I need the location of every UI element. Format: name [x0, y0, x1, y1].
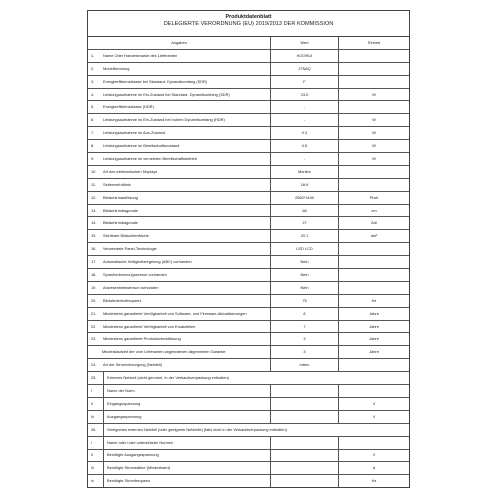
row-label-cell: [88, 411, 271, 423]
table-row: [88, 166, 409, 179]
row-unit: V: [372, 400, 376, 406]
row-label-cell: [88, 192, 271, 204]
row-label-cell: [88, 50, 271, 62]
row-label-cell: [88, 295, 271, 307]
row-number: 9.: [91, 156, 95, 161]
row-label: Sichtbare Bildschirmfläche: [103, 233, 149, 239]
table-row: [88, 140, 409, 153]
table-header-row: [88, 37, 409, 50]
row-unit: W: [372, 117, 376, 123]
row-unit: Jahre: [369, 323, 379, 329]
table-row: [88, 437, 409, 450]
row-number: 5.: [91, 104, 95, 110]
row-unit: dm²: [370, 233, 378, 239]
sheet-title: Produktdatenblatt: [225, 14, 272, 20]
row-value: Monitor: [271, 166, 339, 178]
row-label-cell: [88, 89, 271, 101]
row-unit: [339, 359, 409, 371]
row-number: ii: [88, 398, 104, 410]
row-number: i: [88, 385, 104, 397]
row-label: Leistungsaufnahme im Aus-Zustand: [103, 130, 166, 136]
row-number: iii: [88, 411, 104, 423]
table-row: [88, 217, 409, 230]
row-unit: W: [372, 143, 376, 149]
row-label-cell: [88, 359, 271, 371]
row-label-cell: [88, 437, 271, 449]
row-value: 75: [271, 295, 339, 307]
row-unit: W: [372, 130, 376, 136]
row-unit: Jahre: [369, 336, 379, 342]
row-label-cell: [88, 372, 409, 384]
row-label: Benötigte Stromstärke (Mindestwert): [107, 465, 171, 471]
product-data-sheet: [87, 10, 410, 488]
table-row: [88, 475, 409, 487]
row-label: Bildschirmdiagonale: [103, 220, 138, 226]
sheet-header: [88, 11, 409, 37]
table-row: [88, 179, 409, 192]
table-row: [88, 346, 409, 359]
row-value: Nein: [271, 256, 339, 268]
table-row: [88, 450, 409, 463]
row-value: 0.5: [271, 140, 339, 152]
row-unit: Jahre: [369, 310, 379, 316]
row-label: Name Oder Handelsmarke des Lieferanten: [103, 52, 178, 58]
row-value: [271, 462, 339, 474]
row-value: 20.1: [271, 230, 339, 242]
row-number: 1.: [91, 52, 95, 58]
row-unit: [339, 282, 409, 294]
table-row: [88, 462, 409, 475]
row-unit: Hz: [371, 478, 377, 484]
table-row: [88, 424, 409, 437]
row-unit: [339, 385, 409, 397]
row-unit: cm: [371, 207, 377, 213]
row-value: 27N6Q: [271, 63, 339, 75]
table-row: [88, 101, 409, 114]
row-label-cell: [88, 230, 271, 242]
row-unit: [339, 166, 409, 178]
column-header-einheit: Einheit: [368, 39, 380, 45]
row-label: Bildwiederholfrequenz: [103, 297, 142, 303]
row-label-cell: [88, 243, 271, 255]
row-label: Modellkennung: [103, 65, 130, 71]
row-value: F: [271, 76, 339, 88]
row-number: 4.: [91, 91, 95, 97]
row-label-cell: [88, 179, 271, 191]
row-label: Mindestens garantierte Verfügbarkeit von Ersatzteilen: [103, 323, 196, 329]
table-row: [88, 192, 409, 205]
row-number: 16.: [91, 246, 97, 252]
row-label-cell: [88, 282, 271, 294]
row-label: Bildschirmauflösung: [103, 194, 138, 200]
row-unit: V: [372, 413, 376, 419]
row-unit: A: [372, 465, 376, 471]
row-unit: V: [372, 452, 376, 458]
row-label-cell: [88, 140, 271, 152]
column-header-angaben: Angaben: [88, 37, 271, 49]
row-label-cell: [88, 217, 271, 229]
row-label-cell: [88, 462, 271, 474]
row-value: 7: [271, 321, 339, 333]
row-label: Energieeffizienzklasse bei Standard- Dynamikumfang (SDR): [103, 78, 208, 84]
row-unit: Pixel: [369, 194, 379, 200]
row-label: Spracherkennungssensor vorhanden: [103, 272, 167, 278]
row-label: Art des elektronischen Displays: [103, 168, 158, 174]
row-number: i: [88, 437, 104, 449]
row-value: Nein: [271, 269, 339, 281]
row-label: Energieeffizienzklasse (HDR): [103, 104, 154, 110]
row-value: KOORUI: [271, 50, 339, 62]
row-label-cell: [88, 308, 271, 320]
row-value: [271, 450, 339, 462]
row-number: 12.: [91, 194, 97, 200]
row-label: Mindestens garantierte Verfügbarkeit von Software- und Firmware-Aktualisierungen: [103, 310, 247, 316]
row-label-cell: [88, 269, 271, 281]
row-label: Leistungsaufnahme im Ein-Zustand bei hohem Dynamikumfang (HDR): [103, 117, 225, 123]
table-row: [88, 89, 409, 102]
row-number: 8.: [91, 143, 95, 149]
row-value: 3: [271, 346, 339, 358]
table-row: [88, 153, 409, 166]
table-row: [88, 256, 409, 269]
row-label: Geeignetes externes Netzteil (oder geeignete Netzteile) (falls nicht in der Verkaufsverpackung enthalten): [107, 426, 287, 432]
row-unit: [339, 243, 409, 255]
row-value: -: [271, 101, 339, 113]
row-value: -: [271, 153, 339, 165]
row-value: [271, 437, 339, 449]
table-row: [88, 385, 409, 398]
table-row: [88, 282, 409, 295]
row-unit: [339, 50, 409, 62]
row-label-cell: [88, 475, 271, 487]
row-label: Ausgangsspannung: [107, 413, 142, 419]
row-label-cell: [88, 346, 271, 358]
row-label-cell: [88, 256, 271, 268]
row-number: 17.: [91, 259, 97, 265]
table-row: [88, 295, 409, 308]
row-value: 8: [271, 308, 339, 320]
row-unit: Zoll: [370, 220, 378, 226]
row-label: Verwendete Panel-Technologie: [103, 246, 157, 252]
row-label-cell: [88, 76, 271, 88]
row-value: [271, 385, 339, 397]
table-row: [88, 76, 409, 89]
row-unit: [339, 101, 409, 113]
row-unit: [339, 269, 409, 281]
row-number: 24.: [91, 362, 97, 368]
table-row: [88, 243, 409, 256]
table-row: [88, 63, 409, 76]
row-label: Externes Netzteil (nicht genormt, in der Verkaufsverpackung enthalten): [107, 375, 229, 381]
row-value: 27: [271, 217, 339, 229]
row-number: 20.: [91, 297, 97, 303]
row-number: 2.: [91, 65, 95, 71]
table-row: [88, 411, 409, 424]
row-label: Art der Stromversorgung (Netzteil): [103, 362, 163, 368]
table-row: [88, 114, 409, 127]
row-label-cell: [88, 424, 409, 436]
row-label-cell: [88, 450, 271, 462]
row-number: 15.: [91, 233, 97, 239]
row-value: Intern: [271, 359, 339, 371]
row-label-cell: [88, 127, 271, 139]
row-number: 10.: [91, 168, 97, 174]
row-label: Name der Norm: [107, 388, 135, 394]
table-row: [88, 321, 409, 334]
table-row: [88, 269, 409, 282]
row-label: Mindestens garantierte Produktunterstützung: [103, 336, 181, 342]
row-number: 19.: [91, 284, 97, 290]
row-label: Name oder Liste unterstützter Normen: [107, 439, 174, 445]
row-unit: [339, 256, 409, 268]
row-number: 13.: [91, 207, 97, 213]
row-label-cell: [88, 321, 271, 333]
row-unit: Hz: [371, 297, 377, 303]
row-label-cell: [88, 333, 271, 345]
row-unit: [339, 179, 409, 191]
row-label: Anwesenheitssensor vorhanden: [103, 284, 159, 290]
table-row: [88, 308, 409, 321]
row-value: [271, 411, 339, 423]
row-label-cell: [88, 101, 271, 113]
row-label-cell: [88, 114, 271, 126]
row-label: Benötigte Stromfrequenz: [107, 478, 151, 484]
row-label-cell: [88, 63, 271, 75]
row-number: 6.: [91, 117, 95, 123]
row-value: 0.3: [271, 127, 339, 139]
row-label-cell: [88, 205, 271, 217]
spec-table: [88, 37, 409, 487]
row-label: Eingangsspannung: [107, 400, 141, 406]
row-number: 25.: [88, 372, 104, 384]
row-unit: [339, 63, 409, 75]
row-value: 3: [271, 333, 339, 345]
row-value: 2560*1440: [271, 192, 339, 204]
table-row: [88, 230, 409, 243]
row-label-cell: [88, 385, 271, 397]
row-unit: [339, 437, 409, 449]
row-label: Benötigte Ausgangsspannung: [107, 452, 159, 458]
row-value: [271, 475, 339, 487]
row-number: 18.: [91, 272, 97, 278]
row-label: Bildschirmdiagonale: [103, 207, 138, 213]
row-value: 16:9: [271, 179, 339, 191]
row-number: 7.: [91, 130, 95, 136]
table-row: [88, 359, 409, 372]
row-label-cell: [88, 166, 271, 178]
row-number: 14.: [91, 220, 97, 226]
table-row: [88, 127, 409, 140]
row-label: Leistungsaufnahme im vernetzten Bereitschaftsbetrieb: [103, 156, 197, 161]
row-number: iii: [88, 462, 104, 474]
column-header-wert: Wert: [271, 37, 339, 49]
row-number: 11.: [91, 181, 97, 187]
row-label: Mindestlaufzeit der vom Lieferanten angebotenen allgemeinen Garantie: [102, 349, 226, 355]
row-label: Automatische Helligkeitsregelung (ABC) vorhanden: [103, 259, 192, 265]
row-unit: Jahre: [369, 349, 379, 355]
row-unit: [339, 76, 409, 88]
row-value: [271, 398, 339, 410]
row-number: 23.: [91, 336, 97, 342]
row-label: Leistungsaufnahme im Bereitschaftszustand: [103, 143, 180, 149]
row-number: 21.: [91, 310, 97, 316]
table-row: [88, 333, 409, 346]
row-value: -: [271, 114, 339, 126]
sheet-subtitle: DELEGIERTE VERORDNUNG (EU) 2019/2013 DER KOMMISSION: [163, 21, 334, 27]
row-unit: W: [372, 91, 376, 97]
row-number: 22.: [91, 323, 97, 329]
table-row: [88, 205, 409, 218]
row-unit: W: [372, 156, 376, 161]
row-label-cell: [88, 153, 271, 165]
row-label: Leistungsaufnahme im Ein-Zustand bei Standard- Dynamikumfang (SDR): [103, 91, 230, 97]
row-number: ii: [88, 450, 104, 462]
table-row: [88, 372, 409, 385]
row-number: 3.: [91, 78, 95, 84]
row-value: 68: [271, 205, 339, 217]
table-row: [88, 398, 409, 411]
row-number: iv: [88, 475, 104, 487]
row-number: 26.: [88, 424, 104, 436]
table-row: [88, 50, 409, 63]
row-label: Seitenverhältnis: [103, 181, 131, 187]
row-value: 23.0: [271, 89, 339, 101]
row-value: LED LCD: [271, 243, 339, 255]
row-value: Nein: [271, 282, 339, 294]
row-label-cell: [88, 398, 271, 410]
